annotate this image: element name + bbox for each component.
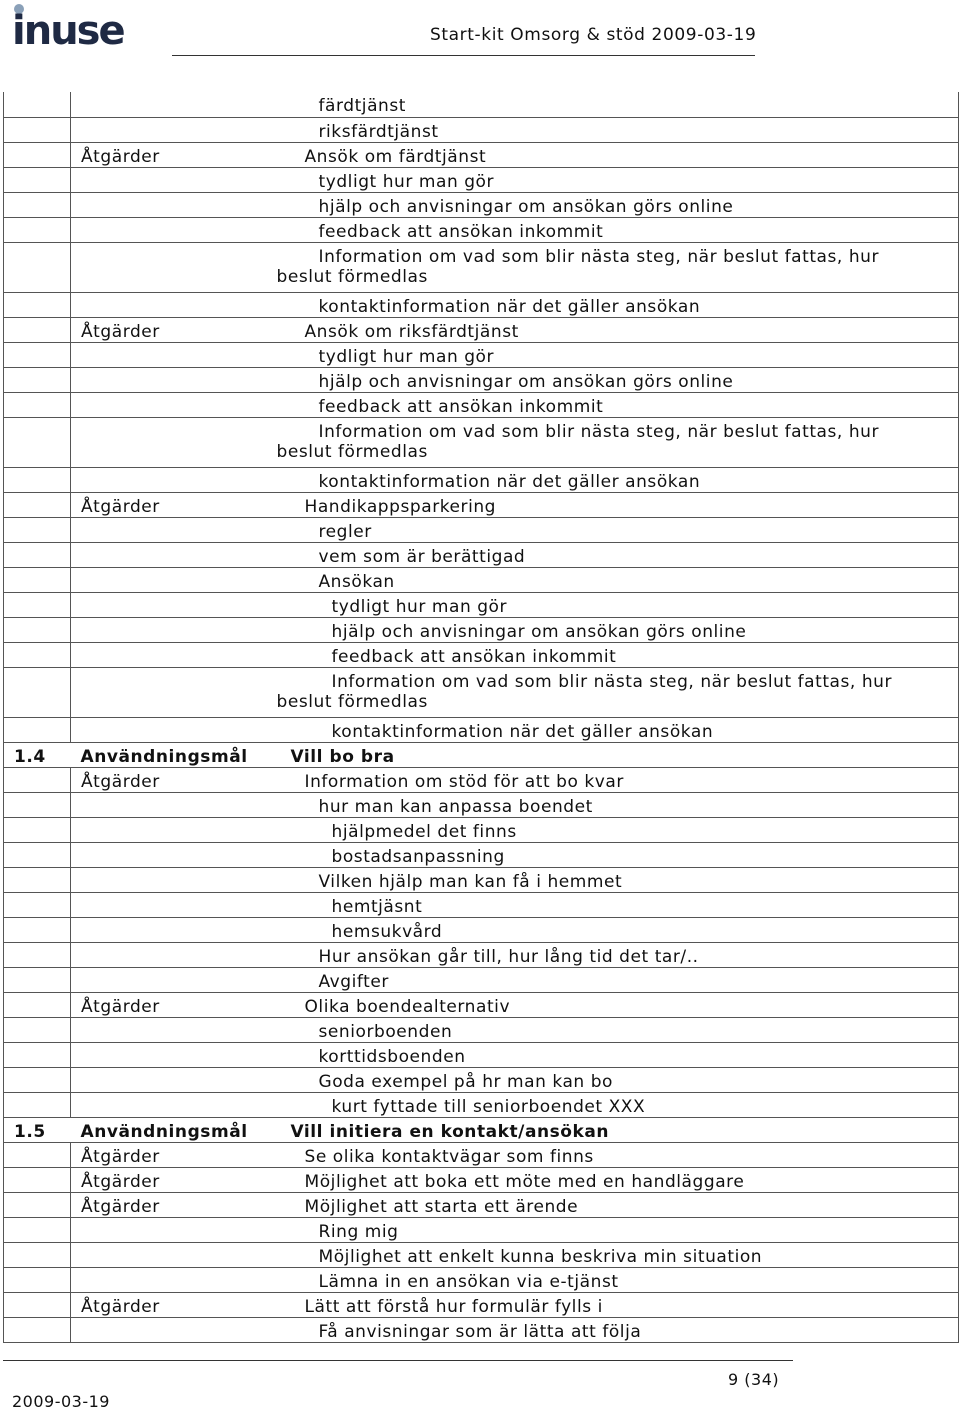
description-text: feedback att ansökan inkommit xyxy=(331,646,617,667)
section-number-cell xyxy=(4,217,71,242)
description-text: Lätt att förstå hur formulär fylls i xyxy=(304,1296,603,1317)
description-cell xyxy=(269,967,959,992)
action-label-cell xyxy=(71,592,269,617)
section-number-cell xyxy=(4,292,71,317)
action-label-cell: Åtgärder xyxy=(81,1296,160,1317)
description-text: Lämna in en ansökan via e-tjänst xyxy=(318,1271,619,1292)
action-label-cell xyxy=(71,417,269,467)
description-text: Vill initiera en kontakt/ansökan xyxy=(290,1121,610,1142)
description-cell xyxy=(269,217,959,242)
action-label-cell xyxy=(71,642,269,667)
description-text: Vilken hjälp man kan få i hemmet xyxy=(318,871,623,892)
action-label-cell xyxy=(71,217,269,242)
description-text: Ring mig xyxy=(318,1221,399,1242)
description-cell xyxy=(269,867,959,892)
action-label-cell xyxy=(71,717,269,742)
action-label-cell: Åtgärder xyxy=(81,146,160,167)
description-text: Handikappsparkering xyxy=(304,496,497,517)
table-row xyxy=(4,767,959,792)
description-text: tydligt hur man gör xyxy=(318,171,495,192)
section-number-cell: 1.4 xyxy=(4,742,71,767)
action-label-cell xyxy=(71,1017,269,1042)
description-cell xyxy=(269,167,959,192)
table-row xyxy=(4,842,959,867)
table-row xyxy=(4,242,959,292)
description-text: feedback att ansökan inkommit xyxy=(318,221,604,242)
description-text: hur man kan anpassa boendet xyxy=(318,796,593,817)
section-number-cell xyxy=(4,617,71,642)
section-number-cell xyxy=(4,867,71,892)
description-text: tydligt hur man gör xyxy=(331,596,508,617)
goal-label-cell: Användningsmål xyxy=(80,746,248,767)
action-label-cell xyxy=(71,892,269,917)
action-label-cell xyxy=(71,292,269,317)
description-text-continued: beslut förmedlas xyxy=(276,441,428,462)
section-number-cell xyxy=(4,1042,71,1067)
table-row xyxy=(4,542,959,567)
table-row xyxy=(4,1142,959,1167)
description-text: Goda exempel på hr man kan bo xyxy=(318,1071,613,1092)
action-label-cell: Åtgärder xyxy=(81,321,160,342)
description-text: Information om stöd för att bo kvar xyxy=(304,771,624,792)
action-label-cell xyxy=(71,1042,269,1067)
section-number-cell xyxy=(4,1067,71,1092)
table-row xyxy=(4,1292,959,1317)
description-cell xyxy=(269,942,959,967)
section-number-cell xyxy=(4,842,71,867)
action-label-cell xyxy=(71,1092,269,1117)
section-number-cell xyxy=(4,1017,71,1042)
description-text: bostadsanpassning xyxy=(331,846,505,867)
description-text: Ansök om färdtjänst xyxy=(304,146,487,167)
description-cell xyxy=(269,1292,959,1317)
description-cell xyxy=(269,92,959,117)
action-label-cell xyxy=(71,967,269,992)
action-label-cell xyxy=(71,242,269,292)
section-number-cell xyxy=(4,942,71,967)
section-number-cell xyxy=(4,317,71,342)
table-row xyxy=(4,167,959,192)
section-number-cell xyxy=(4,392,71,417)
section-number-cell xyxy=(4,167,71,192)
section-number-cell xyxy=(4,767,71,792)
description-text: Avgifter xyxy=(318,971,389,992)
table-row xyxy=(4,1067,959,1092)
section-number-cell xyxy=(4,242,71,292)
description-text: hjälpmedel det finns xyxy=(331,821,517,842)
description-text: seniorboenden xyxy=(318,1021,453,1042)
action-label-cell xyxy=(71,467,269,492)
description-cell xyxy=(269,567,959,592)
table-row xyxy=(4,492,959,517)
table-row xyxy=(4,517,959,542)
table-row xyxy=(4,817,959,842)
action-label-cell xyxy=(71,1217,269,1242)
description-cell xyxy=(269,917,959,942)
description-cell xyxy=(269,192,959,217)
action-label-cell xyxy=(71,792,269,817)
description-cell xyxy=(269,892,959,917)
section-number-cell xyxy=(4,1317,71,1342)
table-row xyxy=(4,1192,959,1217)
description-cell xyxy=(269,367,959,392)
description-cell xyxy=(269,1092,959,1117)
section-number-cell xyxy=(4,492,71,517)
description-text: regler xyxy=(318,521,372,542)
description-cell xyxy=(269,292,959,317)
table-row xyxy=(4,467,959,492)
section-number-cell xyxy=(4,567,71,592)
description-cell xyxy=(269,117,959,142)
description-cell xyxy=(269,842,959,867)
action-label-cell: Åtgärder xyxy=(81,1171,160,1192)
table-row xyxy=(4,1217,959,1242)
description-cell xyxy=(269,1317,959,1342)
action-label-cell xyxy=(71,867,269,892)
action-label-cell xyxy=(71,392,269,417)
goal-label-cell: Användningsmål xyxy=(80,1121,248,1142)
description-cell xyxy=(269,1167,959,1192)
description-text: vem som är berättigad xyxy=(318,546,526,567)
table-row xyxy=(4,792,959,817)
table-row xyxy=(4,117,959,142)
action-label-cell xyxy=(71,1067,269,1092)
action-label-cell xyxy=(71,842,269,867)
description-cell xyxy=(269,1067,959,1092)
description-text: hjälp och anvisningar om ansökan görs online xyxy=(331,621,747,642)
table-row xyxy=(4,967,959,992)
section-number-cell xyxy=(4,717,71,742)
description-cell xyxy=(269,667,959,717)
section-number-cell xyxy=(4,467,71,492)
footer-divider xyxy=(3,1360,793,1361)
table-row xyxy=(4,667,959,717)
action-label-cell xyxy=(71,192,269,217)
description-cell xyxy=(269,642,959,667)
section-number-cell xyxy=(4,992,71,1017)
footer-date: 2009-03-19 xyxy=(12,1392,110,1411)
description-text: kurt fyttade till seniorboendet XXX xyxy=(331,1096,646,1117)
action-label-cell xyxy=(71,92,269,117)
description-text: Information om vad som blir nästa steg, när beslut fattas, hur xyxy=(318,421,880,442)
table-row xyxy=(4,417,959,467)
description-cell xyxy=(269,467,959,492)
table-row xyxy=(4,592,959,617)
section-number-cell xyxy=(4,192,71,217)
description-text-continued: beslut förmedlas xyxy=(276,691,428,712)
table-row xyxy=(4,367,959,392)
action-label-cell xyxy=(71,667,269,717)
table-row xyxy=(4,217,959,242)
action-label-cell: Åtgärder xyxy=(81,771,160,792)
table-row xyxy=(4,642,959,667)
table-row xyxy=(4,917,959,942)
inuse-logo xyxy=(12,2,132,52)
description-cell xyxy=(269,817,959,842)
description-text: färdtjänst xyxy=(318,96,406,116)
action-label-cell xyxy=(71,817,269,842)
description-text: Ansök om riksfärdtjänst xyxy=(304,321,519,342)
description-cell xyxy=(269,417,959,467)
page-number: 9 (34) xyxy=(728,1370,780,1389)
table-row xyxy=(4,1042,959,1067)
section-number-cell xyxy=(4,92,71,117)
action-label-cell xyxy=(71,1317,269,1342)
description-text: Information om vad som blir nästa steg, när beslut fattas, hur xyxy=(331,671,893,692)
table-row xyxy=(4,1017,959,1042)
table-row xyxy=(4,317,959,342)
table-row xyxy=(4,392,959,417)
table-row xyxy=(4,92,959,117)
description-text: tydligt hur man gör xyxy=(318,346,495,367)
description-text: hemtjäsnt xyxy=(331,896,423,917)
description-cell xyxy=(269,492,959,517)
action-label-cell xyxy=(71,917,269,942)
description-text: Olika boendealternativ xyxy=(304,996,511,1017)
description-text: kontaktinformation när det gäller ansökan xyxy=(318,471,701,492)
description-cell xyxy=(269,592,959,617)
goal-title-cell xyxy=(269,1117,959,1142)
description-cell xyxy=(269,792,959,817)
description-cell xyxy=(269,242,959,292)
section-number-cell xyxy=(4,1217,71,1242)
table-row xyxy=(4,142,959,167)
section-number-cell xyxy=(4,817,71,842)
section-number-cell xyxy=(4,592,71,617)
table-row xyxy=(4,942,959,967)
section-number-cell xyxy=(4,417,71,467)
description-text: kontaktinformation när det gäller ansökan xyxy=(331,721,714,742)
description-cell xyxy=(269,1267,959,1292)
section-number-cell xyxy=(4,642,71,667)
action-label-cell xyxy=(71,367,269,392)
table-row xyxy=(4,1317,959,1342)
section-number-cell xyxy=(4,142,71,167)
action-label-cell: Åtgärder xyxy=(81,496,160,517)
action-label-cell xyxy=(71,167,269,192)
description-text: Möjlighet att starta ett ärende xyxy=(304,1196,579,1217)
description-cell xyxy=(269,1192,959,1217)
description-text: hemsukvård xyxy=(331,921,443,942)
description-cell xyxy=(269,767,959,792)
table-row xyxy=(4,342,959,367)
section-number-cell xyxy=(4,117,71,142)
table-row xyxy=(4,1242,959,1267)
description-text: Få anvisningar som är lätta att följa xyxy=(318,1321,642,1342)
description-text: riksfärdtjänst xyxy=(318,121,439,142)
description-cell xyxy=(269,142,959,167)
table-row xyxy=(4,617,959,642)
section-number-cell xyxy=(4,667,71,717)
header-divider xyxy=(172,55,755,56)
section-number-cell xyxy=(4,542,71,567)
table-row xyxy=(4,1167,959,1192)
requirements-table xyxy=(3,92,959,1343)
section-number-cell: 1.5 xyxy=(4,1117,71,1142)
document-header-title: Start-kit Omsorg & stöd 2009-03-19 xyxy=(430,25,757,45)
description-cell xyxy=(269,1042,959,1067)
description-text: Vill bo bra xyxy=(290,746,395,767)
table-row xyxy=(4,1092,959,1117)
description-cell xyxy=(269,617,959,642)
table-row xyxy=(4,717,959,742)
section-number-cell xyxy=(4,1142,71,1167)
description-cell xyxy=(269,717,959,742)
section-number-cell xyxy=(4,1192,71,1217)
description-cell xyxy=(269,1142,959,1167)
table-row xyxy=(4,1267,959,1292)
action-label-cell: Åtgärder xyxy=(81,1146,160,1167)
description-text: Hur ansökan går till, hur lång tid det tar/.. xyxy=(318,946,699,967)
description-cell xyxy=(269,1242,959,1267)
action-label-cell xyxy=(71,1267,269,1292)
description-text: hjälp och anvisningar om ansökan görs online xyxy=(318,196,734,217)
description-text: Se olika kontaktvägar som finns xyxy=(304,1146,594,1167)
description-cell xyxy=(269,992,959,1017)
table-row xyxy=(4,567,959,592)
section-number-cell xyxy=(4,1167,71,1192)
section-number-cell xyxy=(4,1092,71,1117)
section-number-cell xyxy=(4,1242,71,1267)
svg-text:inuse: inuse xyxy=(12,8,124,52)
description-text: Möjlighet att boka ett möte med en handläggare xyxy=(304,1171,745,1192)
description-cell xyxy=(269,1017,959,1042)
table-row xyxy=(4,192,959,217)
description-text: hjälp och anvisningar om ansökan görs online xyxy=(318,371,734,392)
action-label-cell xyxy=(71,517,269,542)
table-row xyxy=(4,892,959,917)
description-cell xyxy=(269,1217,959,1242)
description-text: kontaktinformation när det gäller ansökan xyxy=(318,296,701,317)
description-cell xyxy=(269,542,959,567)
table-row xyxy=(4,292,959,317)
goal-title-cell xyxy=(269,742,959,767)
description-cell xyxy=(269,342,959,367)
description-text-continued: beslut förmedlas xyxy=(276,266,428,287)
description-text: Möjlighet att enkelt kunna beskriva min situation xyxy=(318,1246,763,1267)
action-label-cell xyxy=(71,117,269,142)
action-label-cell xyxy=(71,1242,269,1267)
action-label-cell: Åtgärder xyxy=(81,1196,160,1217)
section-number-cell xyxy=(4,517,71,542)
description-text: feedback att ansökan inkommit xyxy=(318,396,604,417)
section-number-cell xyxy=(4,917,71,942)
action-label-cell: Åtgärder xyxy=(81,996,160,1017)
goal-row xyxy=(4,1117,959,1142)
action-label-cell xyxy=(71,567,269,592)
action-label-cell xyxy=(71,342,269,367)
section-number-cell xyxy=(4,892,71,917)
goal-row xyxy=(4,742,959,767)
section-number-cell xyxy=(4,792,71,817)
table-row xyxy=(4,867,959,892)
section-number-cell xyxy=(4,367,71,392)
action-label-cell xyxy=(71,542,269,567)
section-number-cell xyxy=(4,342,71,367)
description-cell xyxy=(269,392,959,417)
description-cell xyxy=(269,317,959,342)
table-row xyxy=(4,992,959,1017)
description-text: Ansökan xyxy=(318,571,395,592)
section-number-cell xyxy=(4,967,71,992)
action-label-cell xyxy=(71,617,269,642)
section-number-cell xyxy=(4,1267,71,1292)
description-text: korttidsboenden xyxy=(318,1046,466,1067)
description-text: Information om vad som blir nästa steg, när beslut fattas, hur xyxy=(318,246,880,267)
action-label-cell xyxy=(71,942,269,967)
description-cell xyxy=(269,517,959,542)
section-number-cell xyxy=(4,1292,71,1317)
